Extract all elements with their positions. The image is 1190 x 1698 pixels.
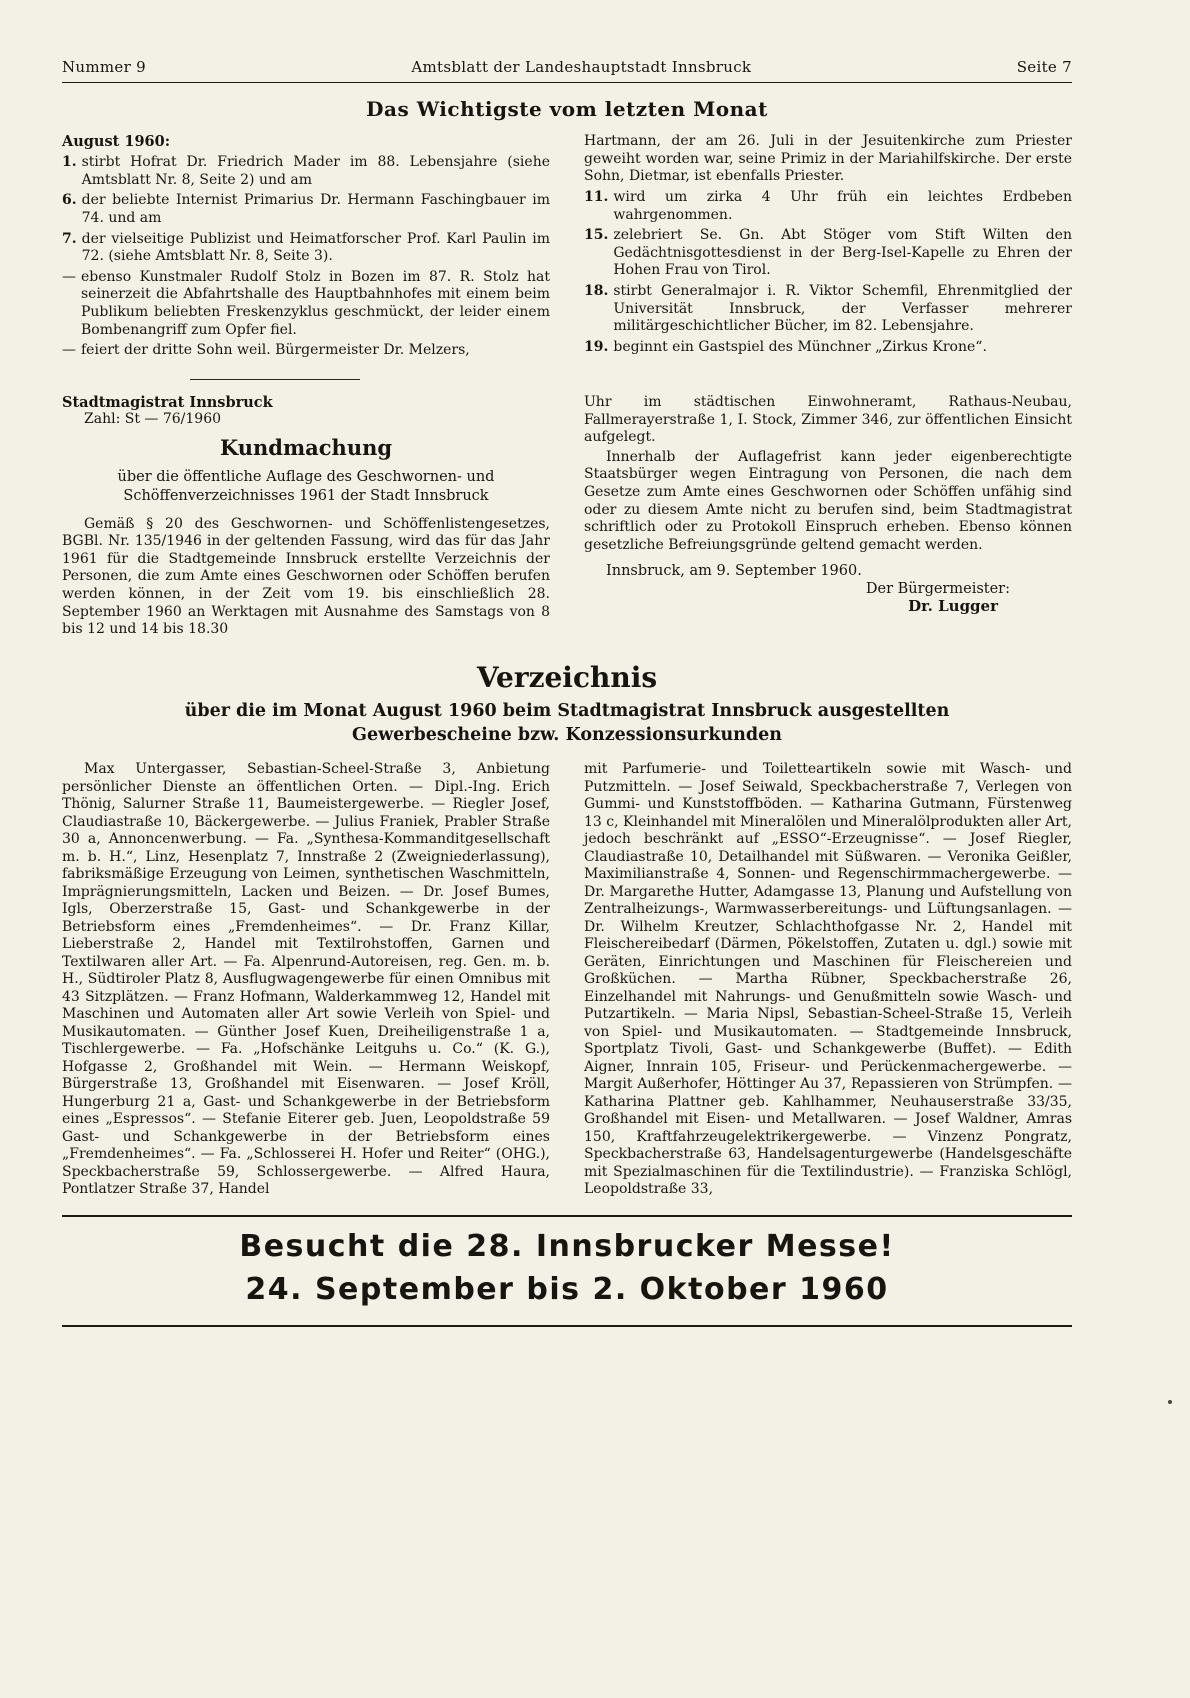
- running-head: [62, 58, 1072, 76]
- monthly-month-heading: August 1960:: [62, 133, 171, 150]
- list-item: [584, 227, 1072, 280]
- verzeichnis-subtitle: [62, 700, 1072, 747]
- signature-name: Dr. Lugger: [908, 596, 998, 615]
- office-name: Stadtmagistrat Innsbruck: [62, 393, 273, 411]
- signature-block: [584, 563, 1072, 615]
- item-text: Hartmann, der am 26. Juli in der Jesuitenkirche zum Priester geweiht worden war, seine Primiz in der Mariahilfskirche. Der erste Sohn, Dietmar, ist ebenfalls Priester.: [584, 133, 1072, 185]
- item-date: —: [62, 268, 76, 285]
- header-rule: [62, 82, 1072, 83]
- running-head-left: Nummer 9: [62, 58, 146, 76]
- kundmachung-columns: [62, 394, 1072, 641]
- item-text: wird um zirka 4 Uhr früh ein leichtes Erdbeben wahrgenommen.: [613, 188, 1072, 223]
- running-head-right: Seite 7: [1016, 58, 1072, 76]
- verzeichnis-subtitle-line1: über die im Monat August 1960 beim Stadtmagistrat Innsbruck ausgestellten: [184, 700, 950, 721]
- monthly-right-column: [584, 133, 1072, 363]
- list-item: [584, 189, 1072, 224]
- kundmachung-left-column: [62, 394, 550, 641]
- reference-number: Zahl: St — 76/1960: [84, 410, 222, 427]
- advertisement: [62, 1217, 1072, 1317]
- item-text: stirbt Generalmajor i. R. Viktor Schemfil, Ehrenmitglied der Universität Innsbruck, der Verfasser mehrerer militärgeschichtlicher Bücher, im 82. Lebensjahre.: [613, 283, 1072, 335]
- verzeichnis-subtitle-line2: Gewerbescheine bzw. Konzessionsurkunden: [352, 724, 782, 745]
- item-date: 7.: [62, 230, 77, 247]
- list-item: [62, 154, 550, 189]
- list-item: [584, 339, 1072, 357]
- item-date: 11.: [584, 188, 609, 205]
- list-item: [62, 231, 550, 266]
- item-text: der vielseitige Publizist und Heimatforscher Prof. Karl Paulin im 72. (siehe Amtsblatt Nr. 8, Seite 3).: [81, 230, 550, 265]
- section-divider: [190, 379, 360, 380]
- kundmachung-paragraph-2: Uhr im städtischen Einwohneramt, Rathaus-Neubau, Fallmerayerstraße 1, I. Stock, Zimmer 346, zur öffentlichen Einsicht aufgelegt.: [584, 393, 1072, 446]
- item-text: feiert der dritte Sohn weil. Bürgermeister Dr. Melzers,: [81, 342, 470, 359]
- item-text: beginnt ein Gastspiel des Münchner „Zirkus Krone“.: [613, 338, 987, 355]
- list-item: [584, 283, 1072, 336]
- monthly-left-column: [62, 133, 550, 363]
- monthly-right-list: [584, 133, 1072, 357]
- verzeichnis-title: Verzeichnis: [476, 660, 658, 694]
- item-date: 6.: [62, 192, 77, 209]
- item-text: der beliebte Internist Primarius Dr. Hermann Faschingbauer im 74. und am: [81, 192, 550, 226]
- kundmachung-right-column: [584, 394, 1072, 641]
- signature-date: Innsbruck, am 9. September 1960.: [606, 562, 862, 579]
- item-date: 19.: [584, 338, 609, 355]
- ad-headline: Besucht die 28. Innsbrucker Messe!: [239, 1228, 895, 1264]
- list-item: [62, 192, 550, 227]
- running-head-center: Amtsblatt der Landeshauptstadt Innsbruck: [411, 58, 752, 76]
- verzeichnis-left-column: [62, 761, 550, 1201]
- item-date: 18.: [584, 283, 609, 299]
- verzeichnis-left-text: Max Untergasser, Sebastian-Scheel-Straße 3, Anbietung persönlicher Dienste an öffentlichen Orten. — Dipl.-Ing. Erich Thönig, Salurner Straße 11, Baumeistergewerbe. — Riegler Josef, Claudiastraße 10, Bäckergewerbe. — Julius Franiek, Prabler Straße 30 a, Annoncenwerbung. — Fa. „Synthesa-Kommanditgesellschaft m. b. H.“, Linz, Hesenplatz 7, Innstraße 2 (Zweigniederlassung), fabriksmäßige Erzeugung von Leimen, synthetischen Waschmitteln, Imprägnierungsmitteln, Lacken und Beizen. — Dr. Josef Bumes, Igls, Oberzerstraße 15, Gast- und Schankgewerbe in der Betriebsform eines „Fremdenheimes“. — Dr. Franz Killar, Lieberstraße 2, Handel mit Textilrohstoffen, Garnen und Textilwaren aller Art. — Fa. Alpenrund-Autoreisen, reg. Gen. m. b. H., Südtiroler Platz 8, Ausflugwagengewerbe für einen Omnibus mit 43 Sitzplätzen. — Franz Hofmann, Walderkammweg 12, Handel mit Maschinen und Automaten aller Art sowie Verleih von Spiel- und Musikautomaten. — Günther Josef Kuen, Dreiheiligenstraße 1 a, Tischlergewerbe. — Fa. „Hofschänke Leitguhs u. Co.“ (K. G.), Hofgasse 2, Großhandel mit Wein. — Hermann Weiskopf, Bürgerstraße 13, Großhandel mit Eisenwaren. — Josef Kröll, Hungerburg 21 a, Gast- und Schankgewerbe in der Betriebsform eines „Espressos“. — Stefanie Eiterer geb. Juen, Leopoldstraße 59 Gast- und Schankgewerbe in der Betriebsform eines „Fremdenheimes“. — Fa. „Schlosserei H. Hofer und Reiter“ (OHG.), Speckbacherstraße 59, Schlossergewerbe. — Alfred Haura, Pontlatzer Straße 37, Handel: [62, 761, 550, 1198]
- kundmachung-paragraph-3: Innerhalb der Auflagefrist kann jeder eigenberechtigte Staatsbürger wegen Eintragung von Personen, die nach dem Gesetze zum Amte eines Geschwornen oder Schöffen unfähig sind oder zu diesem Amte nicht zu berufen sind, beim Stadtmagistrat schriftlich oder zu Protokoll Einspruch erheben. Ebenso können gesetzliche Befreiungsgründe geltend gemacht werden.: [584, 448, 1072, 553]
- list-item: [62, 342, 550, 360]
- monthly-left-list: [62, 154, 550, 360]
- item-date: —: [62, 342, 76, 359]
- paper-speck: [1168, 1400, 1172, 1404]
- ad-rule-bottom: [62, 1325, 1072, 1327]
- kundmachung-paragraph-1: Gemäß § 20 des Geschwornen- und Schöffenlistengesetzes, BGBl. Nr. 135/1946 in der geltenden Fassung, wird das für das Jahr 1961 für die Stadtgemeinde Innsbruck erstellte Verzeichnis der Personen, die zum Amte eines Geschwornen oder Schöffen berufen werden können, in der Zeit vom 19. bis einschließlich 28. September 1960 an Werktagen mit Ausnahme des Samstags von 8 bis 12 und 14 bis 18.30: [62, 515, 550, 638]
- kundmachung-subtitle: über die öffentliche Auflage des Geschwornen- und Schöffenverzeichnisses 1961 der Stadt Innsbruck: [117, 468, 495, 504]
- list-item: [62, 269, 550, 340]
- verzeichnis-columns: [62, 761, 1072, 1201]
- item-date: 15.: [584, 227, 609, 244]
- verzeichnis-right-column: [584, 761, 1072, 1201]
- page-title: Das Wichtigste vom letzten Monat: [366, 97, 768, 121]
- signature-role: Der Bürgermeister:: [865, 580, 1010, 597]
- page-content: [62, 58, 1072, 1618]
- verzeichnis-right-text: mit Parfumerie- und Toiletteartikeln sowie mit Wasch- und Putzmitteln. — Josef Seiwald, Speckbacherstraße 7, Verlegen von Gummi- und Kunststoffböden. — Katharina Gutmann, Fürstenweg 13 c, Kleinhandel mit Mineralölen und Mineralölprodukten aller Art, jedoch beschränkt auf „ESSO“-Erzeugnisse“. — Josef Riegler, Claudiastraße 10, Detailhandel mit Süßwaren. — Veronika Geißler, Maximilianstraße 4, Sonnen- und Regenschirmmachergewerbe. — Dr. Margarethe Hutter, Adamgasse 13, Planung und Aufstellung von Zentralheizungs-, Warmwasserbereitungs- und Lüftungsanlagen. — Dr. Wilhelm Kreutzer, Schlachthofgasse Nr. 2, Handel mit Fleischereibedarf (Därmen, Pökelstoffen, Zutaten u. dgl.) sowie mit Geräten, Einrichtungen und Maschinen für Fleischereien und Großküchen. — Martha Rübner, Speckbacherstraße 26, Einzelhandel mit Nahrungs- und Genußmitteln sowie Wasch- und Putzartikeln. — Maria Nipsl, Sebastian-Scheel-Straße 15, Verleih von Spiel- und Musikautomaten. — Stadtgemeinde Innsbruck, Sportplatz Tivoli, Gast- und Schankgewerbe (Buffet). — Edith Aigner, Innrain 105, Friseur- und Perückenmachergewerbe. — Margit Außerhofer, Höttinger Au 37, Repassieren von Strümpfen. — Katharina Plattner geb. Kahlhammer, Neuhauserstraße 33/35, Großhandel mit Eisen- und Metallwaren. — Josef Waldner, Amras 150, Kraftfahrzeugelektrikergewerbe. — Vinzenz Pongratz, Speckbacherstraße 63, Handelsagenturgewerbe (Handelsgeschäfte mit Spezialmaschinen für die Textilindustrie). — Franziska Schlögl, Leopoldstraße 33,: [584, 761, 1072, 1198]
- item-date: 1.: [62, 154, 77, 170]
- item-text: stirbt Hofrat Dr. Friedrich Mader im 88. Lebensjahre (siehe Amtsblatt Nr. 8, Seite 2) und am: [81, 154, 550, 188]
- ad-dates: 24. September bis 2. Oktober 1960: [245, 1271, 889, 1307]
- monthly-columns: [62, 133, 1072, 363]
- list-item: [584, 133, 1072, 186]
- kundmachung-title: Kundmachung: [219, 434, 393, 460]
- item-text: ebenso Kunstmaler Rudolf Stolz in Bozen im 87. R. Stolz hat seinerzeit die Abfahrtshalle des Hauptbahnhofes mit einem beim Publikum beliebten Freskenzyklus geschmückt, der leider einem Bombenangriff zum Opfer fiel.: [81, 268, 550, 338]
- item-text: zelebriert Se. Gn. Abt Stöger vom Stift Wilten den Gedächtnisgottesdienst in der Berg-Isel-Kapelle zu Ehren der Hohen Frau von Tirol.: [613, 227, 1072, 279]
